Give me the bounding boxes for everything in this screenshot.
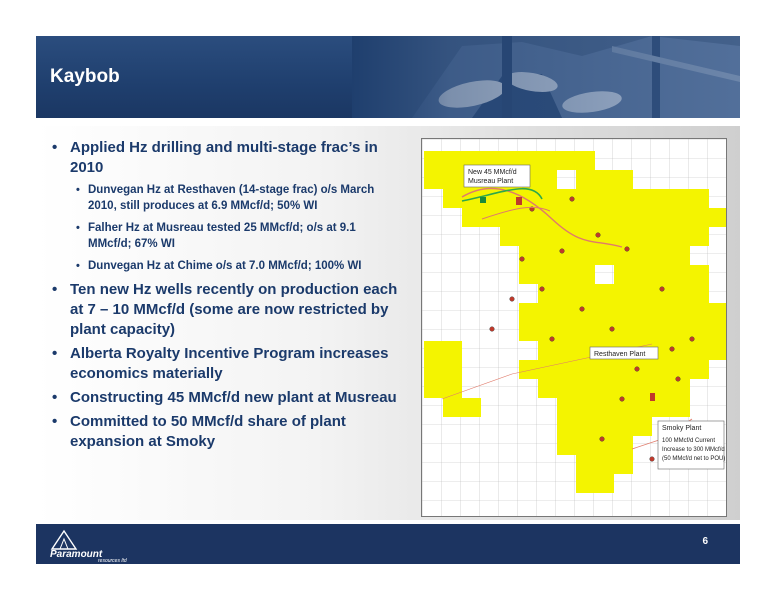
sub-bullet-item	[70, 220, 402, 252]
land-parcel	[633, 322, 652, 341]
land-map	[421, 138, 727, 517]
land-parcel	[538, 151, 557, 170]
paramount-logo	[42, 527, 152, 563]
well-marker	[570, 197, 575, 202]
land-parcel	[538, 265, 557, 284]
sub-bullet-list	[70, 182, 402, 274]
land-parcel	[709, 303, 726, 322]
sub-bullet-dot: •	[76, 222, 80, 234]
bullet-dot: •	[52, 413, 58, 430]
land-parcel	[576, 265, 595, 284]
land-parcel	[671, 208, 690, 227]
well-marker	[650, 457, 655, 462]
green-plant-marker	[480, 197, 486, 203]
land-parcel	[633, 417, 652, 436]
well-marker	[620, 397, 625, 402]
land-parcel	[652, 265, 671, 284]
land-parcel	[576, 303, 595, 322]
slide-title: Kaybob	[50, 66, 120, 87]
land-parcel	[633, 265, 652, 284]
land-parcel	[576, 474, 595, 493]
land-parcel	[633, 208, 652, 227]
land-parcel	[443, 398, 462, 417]
land-parcel	[690, 360, 709, 379]
bullet-item	[50, 344, 402, 384]
content-panel	[36, 126, 740, 520]
land-parcel	[576, 379, 595, 398]
land-parcel	[595, 455, 614, 474]
well-marker	[550, 337, 555, 342]
land-parcel	[614, 322, 633, 341]
svg-text:resources ltd: resources ltd	[98, 558, 127, 563]
land-parcel	[595, 436, 614, 455]
land-parcel	[519, 208, 538, 227]
land-parcel	[595, 474, 614, 493]
land-parcel	[595, 417, 614, 436]
land-parcel	[538, 227, 557, 246]
land-parcel	[671, 189, 690, 208]
land-parcel	[614, 360, 633, 379]
land-parcel	[690, 284, 709, 303]
land-parcel	[424, 170, 443, 189]
land-parcel	[576, 246, 595, 265]
land-parcel	[709, 322, 726, 341]
land-parcel	[671, 284, 690, 303]
land-parcel	[671, 227, 690, 246]
well-marker	[580, 307, 585, 312]
land-parcel	[576, 170, 595, 189]
land-parcel	[595, 360, 614, 379]
well-marker	[610, 327, 615, 332]
land-parcel	[652, 246, 671, 265]
sub-bullet-dot: •	[76, 184, 80, 196]
resthaven-label: Resthaven Plant	[594, 351, 646, 358]
land-parcel	[671, 303, 690, 322]
land-parcel	[633, 303, 652, 322]
land-parcel	[633, 398, 652, 417]
land-parcel	[709, 341, 726, 360]
land-parcel	[462, 208, 481, 227]
land-parcel	[519, 246, 538, 265]
land-parcel	[443, 170, 462, 189]
land-parcel	[557, 398, 576, 417]
land-parcel	[557, 208, 576, 227]
land-parcel	[595, 398, 614, 417]
land-parcel	[519, 322, 538, 341]
well-marker	[560, 249, 565, 254]
land-parcel	[595, 246, 614, 265]
bullet-dot: •	[52, 281, 58, 298]
land-parcel	[614, 455, 633, 474]
land-parcel	[424, 341, 443, 360]
land-parcel	[557, 246, 576, 265]
land-parcel	[595, 208, 614, 227]
land-parcel	[557, 360, 576, 379]
land-parcel	[671, 322, 690, 341]
bullet-item	[50, 388, 402, 408]
bullet-item	[50, 138, 402, 274]
land-parcel	[652, 322, 671, 341]
land-parcel	[690, 227, 709, 246]
land-parcel	[576, 322, 595, 341]
land-parcel	[538, 246, 557, 265]
land-parcel	[557, 417, 576, 436]
land-parcel	[462, 398, 481, 417]
well-marker	[510, 297, 515, 302]
musreau-label-2: Musreau Plant	[468, 178, 514, 185]
well-marker	[520, 257, 525, 262]
land-parcel	[519, 265, 538, 284]
land-parcel	[690, 341, 709, 360]
bullet-item	[50, 412, 402, 452]
bullet-list	[50, 138, 402, 456]
sub-bullet-text: Falher Hz at Musreau tested 25 MMcf/d; o/s at 9.1 MMcf/d; 67% WI	[88, 222, 356, 250]
land-parcel	[671, 246, 690, 265]
sub-bullet-item	[70, 182, 402, 214]
land-parcel	[633, 246, 652, 265]
land-parcel	[538, 379, 557, 398]
smoky-note-1: 100 MMcf/d Current	[662, 438, 716, 444]
land-parcel	[576, 208, 595, 227]
well-marker	[600, 437, 605, 442]
bullet-text: Ten new Hz wells recently on production each at 7 – 10 MMcf/d (some are now restricted by plant capacity)	[70, 281, 398, 338]
land-parcel	[614, 208, 633, 227]
land-parcel	[690, 189, 709, 208]
land-parcel	[557, 284, 576, 303]
land-parcel	[652, 227, 671, 246]
land-parcel	[633, 227, 652, 246]
land-parcel	[557, 265, 576, 284]
bullet-item	[50, 280, 402, 340]
land-parcel	[557, 341, 576, 360]
land-parcel	[443, 341, 462, 360]
land-parcel	[595, 303, 614, 322]
land-parcel	[424, 360, 443, 379]
musreau-label-1: New 45 MMcf/d	[468, 169, 517, 176]
land-parcel	[557, 379, 576, 398]
land-parcel	[481, 208, 500, 227]
smoky-label: Smoky Plant	[662, 425, 702, 432]
land-parcel	[652, 303, 671, 322]
land-parcel	[614, 227, 633, 246]
sub-bullet-text: Dunvegan Hz at Resthaven (14-stage frac) o/s March 2010, still produces at 6.9 MMcf/d; 50% WI	[88, 184, 375, 212]
land-parcel	[614, 265, 633, 284]
land-parcel	[690, 303, 709, 322]
land-parcel	[690, 265, 709, 284]
land-parcel	[690, 208, 709, 227]
bullet-text: Applied Hz drilling and multi-stage frac’s in 2010	[70, 139, 378, 176]
page-number: 6	[702, 536, 708, 547]
smoky-note-2: Increase to 300 MMcf/d	[662, 447, 725, 453]
smoky-plant-marker	[650, 393, 655, 401]
land-parcel	[652, 360, 671, 379]
land-parcel	[595, 189, 614, 208]
land-parcel	[576, 284, 595, 303]
land-parcel	[443, 189, 462, 208]
land-parcel	[557, 151, 576, 170]
land-parcel	[538, 303, 557, 322]
land-parcel	[557, 303, 576, 322]
land-parcel	[671, 398, 690, 417]
land-parcel	[443, 151, 462, 170]
well-marker	[625, 247, 630, 252]
svg-text:Paramount: Paramount	[50, 549, 103, 560]
land-parcel	[633, 284, 652, 303]
land-parcel	[652, 189, 671, 208]
land-parcel	[576, 455, 595, 474]
well-marker	[660, 287, 665, 292]
land-parcel	[633, 379, 652, 398]
land-parcel	[671, 360, 690, 379]
land-parcel	[557, 436, 576, 455]
land-parcel	[614, 246, 633, 265]
land-parcel	[614, 379, 633, 398]
land-parcel	[652, 208, 671, 227]
land-parcel	[519, 360, 538, 379]
land-map-svg	[422, 139, 726, 516]
land-parcel	[538, 341, 557, 360]
sub-bullet-dot: •	[76, 260, 80, 272]
well-marker	[540, 287, 545, 292]
land-parcel	[576, 189, 595, 208]
land-parcel	[614, 189, 633, 208]
land-parcel	[614, 436, 633, 455]
bullet-text: Constructing 45 MMcf/d new plant at Musreau	[70, 389, 397, 406]
land-parcel	[538, 170, 557, 189]
land-parcel	[671, 265, 690, 284]
land-parcel	[614, 303, 633, 322]
land-parcel	[519, 227, 538, 246]
sub-bullet-item	[70, 258, 402, 274]
land-parcel	[424, 379, 443, 398]
bullet-dot: •	[52, 389, 58, 406]
land-parcel	[576, 417, 595, 436]
bullet-text: Committed to 50 MMcf/d share of plant expansion at Smoky	[70, 413, 346, 450]
footer-bar	[36, 524, 740, 564]
land-parcel	[614, 284, 633, 303]
bullet-text: Alberta Royalty Incentive Program increases economics materially	[70, 345, 389, 382]
land-parcel	[595, 379, 614, 398]
land-parcel	[614, 170, 633, 189]
well-marker	[596, 233, 601, 238]
land-parcel	[595, 284, 614, 303]
header-photo	[352, 36, 740, 118]
land-parcel	[519, 303, 538, 322]
smoky-note-3: (50 MMcf/d net to POU)	[662, 456, 726, 462]
land-parcel	[595, 322, 614, 341]
well-marker	[490, 327, 495, 332]
land-parcel	[538, 360, 557, 379]
well-marker	[690, 337, 695, 342]
land-parcel	[633, 189, 652, 208]
land-parcel	[576, 151, 595, 170]
well-marker	[635, 367, 640, 372]
land-parcel	[576, 227, 595, 246]
well-marker	[676, 377, 681, 382]
land-parcel	[709, 208, 726, 227]
land-parcel	[500, 227, 519, 246]
land-parcel	[576, 360, 595, 379]
land-parcel	[557, 227, 576, 246]
bullet-dot: •	[52, 345, 58, 362]
land-parcel	[538, 208, 557, 227]
bullet-dot: •	[52, 139, 58, 156]
land-parcel	[576, 436, 595, 455]
land-parcel	[671, 379, 690, 398]
land-parcel	[595, 170, 614, 189]
land-parcel	[443, 360, 462, 379]
musreau-plant-marker	[516, 197, 522, 205]
title-banner	[36, 36, 740, 118]
sub-bullet-text: Dunvegan Hz at Chime o/s at 7.0 MMcf/d; 100% WI	[88, 260, 362, 272]
well-marker	[670, 347, 675, 352]
land-parcel	[557, 322, 576, 341]
land-parcel	[614, 417, 633, 436]
land-parcel	[424, 151, 443, 170]
land-parcel	[576, 398, 595, 417]
